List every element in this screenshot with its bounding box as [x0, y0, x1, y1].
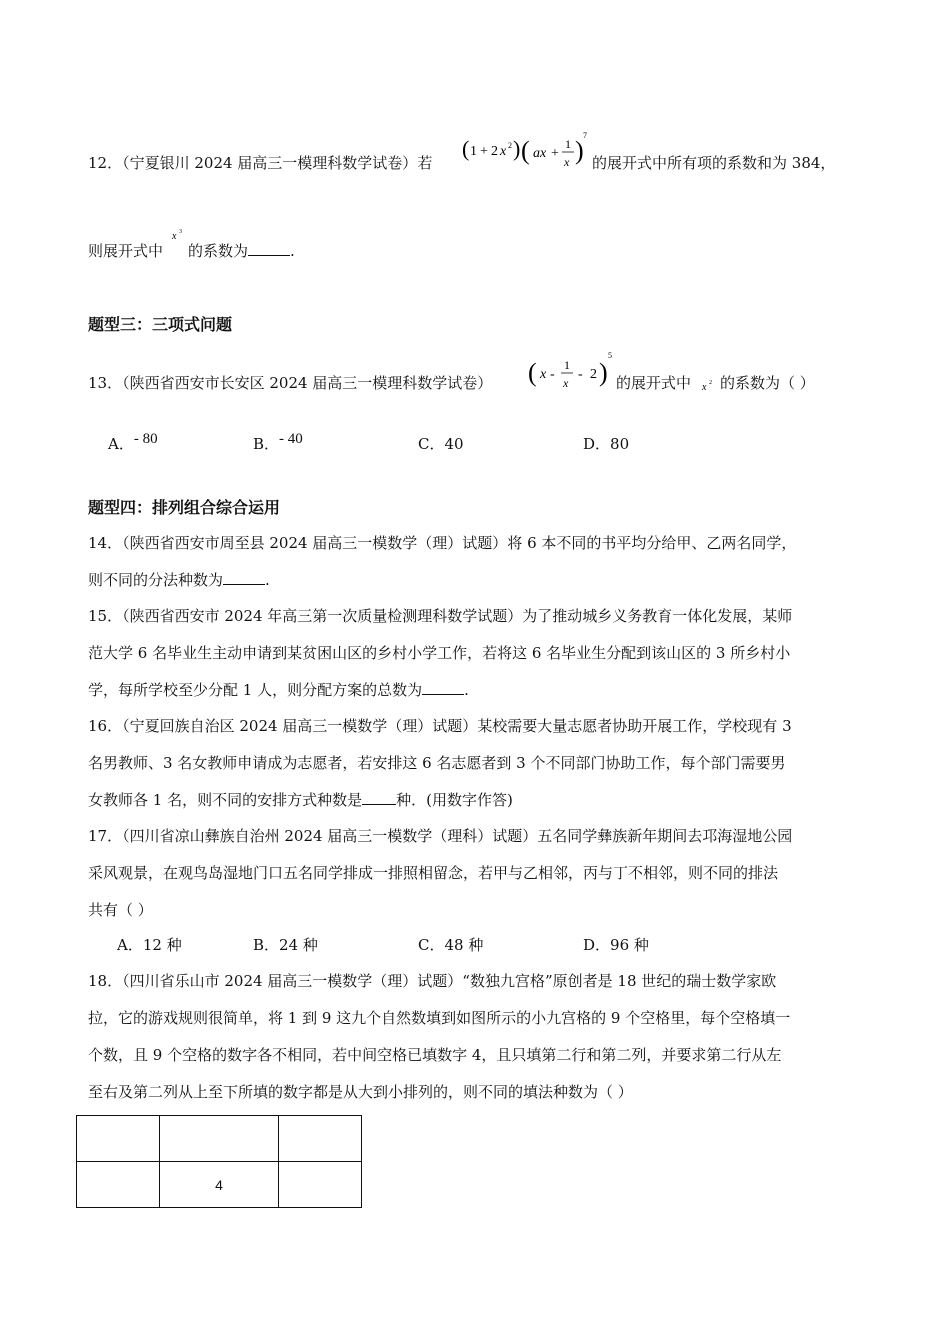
q12-line1 — [88, 152, 432, 174]
q18-line1: 18．（四川省乐山市 2024 届高三一模数学（理）试题）“数独九宫格”原创者是 18 世纪的瑞士数学家欧 — [88, 972, 777, 990]
section4-title: 题型四：排列组合综合运用 — [88, 498, 281, 517]
q12-formula — [462, 126, 590, 178]
q14-line2-pre: 则不同的分法种数为 — [88, 571, 224, 589]
svg-text:-: - — [550, 367, 555, 382]
q13-x-squared — [700, 376, 716, 396]
q14-line2-end: . — [265, 571, 270, 589]
grid-cell — [77, 1162, 160, 1208]
q12-line2-rest — [188, 240, 295, 261]
q17-option-b[interactable] — [253, 934, 318, 955]
q16-line2: 名男教师、3 名女教师申请成为志愿者，若安排这 6 名志愿者到 3 个不同部门协助工作，每个部门需要男 — [88, 754, 786, 772]
q17-line1: 17．（四川省凉山彝族自治州 2024 届高三一模数学（理科）试题）五名同学彝族新年期间去邛海湿地公园 — [88, 827, 793, 845]
svg-text:2: 2 — [491, 144, 498, 159]
q13-option-c-label: C． — [418, 435, 445, 453]
q13-option-a-value: - 80 — [133, 431, 158, 447]
svg-text:): ) — [513, 136, 521, 161]
sudoku-grid — [76, 1115, 362, 1208]
svg-text:1: 1 — [470, 144, 477, 159]
q17-option-a[interactable] — [117, 934, 182, 955]
q13-option-d-value: 80 — [610, 435, 630, 453]
q12-x-cubed — [170, 226, 186, 248]
q16-line3-post: 种．(用数字作答) — [396, 791, 513, 809]
q13-formula — [528, 348, 616, 398]
q13-line1 — [88, 372, 492, 394]
q13-number: 13． — [88, 374, 123, 392]
q17-line2: 采风观景，在观鸟岛湿地门口五名同学排成一排照相留念，若甲与乙相邻，丙与丁不相邻，则不同的排法 — [88, 864, 779, 882]
grid-row — [77, 1116, 362, 1162]
q17-option-b-value: 24 种 — [279, 936, 318, 954]
q13-option-a-label: A． — [108, 435, 134, 453]
q13-option-b[interactable] — [253, 433, 303, 454]
q15-line1: 15．（陕西省西安市 2024 年高三第一次质量检测理科数学试题）为了推动城乡义务教育一体化发展，某师 — [88, 607, 793, 625]
q13-option-d[interactable] — [583, 433, 629, 454]
q13-option-c[interactable] — [418, 433, 464, 454]
q16-line1: 16．（宁夏回族自治区 2024 届高三一模数学（理）试题）某校需要大量志愿者协助开展工作，学校现有 3 — [88, 717, 792, 735]
q12-pre: 若 — [417, 154, 433, 172]
q16-line3 — [88, 789, 513, 811]
q13-option-b-value: - 40 — [279, 431, 303, 447]
grid-cell — [279, 1162, 362, 1208]
svg-text:-: - — [578, 367, 583, 382]
q15-line3-end: . — [464, 681, 469, 699]
q16-line3-pre: 女教师各 1 名，则不同的安排方式种数是 — [88, 791, 363, 809]
svg-text:x: x — [563, 376, 569, 390]
grid-cell — [279, 1116, 362, 1162]
svg-text:1: 1 — [564, 358, 570, 372]
svg-text:2: 2 — [508, 141, 512, 150]
grid-row — [77, 1162, 362, 1208]
svg-text:x: x — [702, 382, 707, 393]
svg-text:x: x — [564, 155, 570, 169]
svg-text:(: ( — [462, 136, 470, 161]
svg-text:x: x — [500, 144, 507, 159]
q15-answer-blank[interactable] — [422, 680, 464, 695]
grid-cell-center: 4 — [160, 1162, 279, 1208]
q14-line1: 14．（陕西省西安市周至县 2024 届高三一模数学（理）试题）将 6 本不同的书平均分给甲、乙两名同学， — [88, 534, 797, 552]
q12-number: 12． — [88, 154, 123, 172]
q18-line4: 至右及第二列从上至下所填的数字都是从大到小排列的，则不同的填法种数为（ ） — [88, 1083, 633, 1101]
svg-text:+: + — [551, 146, 559, 161]
svg-text:): ) — [575, 136, 584, 165]
svg-text:1: 1 — [565, 137, 571, 151]
q17-option-a-label: A． — [117, 936, 143, 954]
q12-answer-blank[interactable] — [248, 241, 290, 256]
q13-post: 的展开式中 — [616, 374, 692, 392]
q17-option-b-label: B． — [253, 936, 280, 954]
q14-answer-blank[interactable] — [223, 570, 265, 585]
svg-text:7: 7 — [583, 131, 587, 140]
q13-option-c-value: 40 — [444, 435, 464, 453]
q13-option-b-label: B． — [253, 435, 280, 453]
q13-rest — [616, 372, 691, 393]
q13-option-d-label: D． — [583, 435, 611, 453]
q12-line2-end: . — [290, 242, 295, 260]
q17-option-c-label: C． — [418, 936, 445, 954]
q12-line2-pre: 则展开式中 — [88, 242, 164, 260]
q17-option-c[interactable] — [418, 934, 483, 955]
q13-post2: 的系数为（ ） — [720, 374, 815, 392]
svg-text:+: + — [480, 144, 488, 159]
q16-answer-blank[interactable] — [362, 790, 396, 805]
q18-line3: 个数，且 9 个空格的数字各不相同，若中间空格已填数字 4，且只填第二行和第二列，并要求第二行从左 — [88, 1046, 782, 1064]
q12-line2-post: 的系数为 — [188, 242, 249, 260]
svg-text:5: 5 — [608, 351, 612, 360]
q18-line2: 拉，它的游戏规则很简单，将 1 到 9 这九个自然数填到如图所示的小九宫格的 9 个空格里，每个空格填一 — [88, 1009, 791, 1027]
q12-post: 的展开式中所有项的系数和为 384， — [592, 154, 836, 172]
grid-cell — [160, 1116, 279, 1162]
svg-text:2: 2 — [709, 380, 712, 386]
q13-source: （陕西省西安市长安区 2024 届高三一模理科数学试卷） — [122, 374, 493, 392]
q15-line2: 范大学 6 名毕业生主动申请到某贫困山区的乡村小学工作，若将这 6 名毕业生分配到该山区的 3 所乡村小 — [88, 644, 791, 662]
svg-text:ax: ax — [533, 146, 547, 161]
q12-source: （宁夏银川 2024 届高三一模理科数学试卷） — [122, 154, 418, 172]
q14-line2 — [88, 569, 270, 591]
grid-cell — [77, 1116, 160, 1162]
q17-option-a-value: 12 种 — [142, 936, 182, 954]
svg-text:): ) — [599, 358, 608, 387]
q13-option-a[interactable] — [108, 433, 158, 454]
svg-text:(: ( — [521, 136, 530, 165]
q17-option-c-value: 48 种 — [444, 936, 484, 954]
q12-line2 — [88, 240, 163, 262]
svg-text:3: 3 — [179, 229, 182, 235]
section3-title: 题型三：三项式问题 — [88, 315, 233, 334]
q17-option-d[interactable] — [583, 934, 649, 955]
svg-text:x: x — [540, 367, 547, 382]
q17-option-d-label: D． — [583, 936, 611, 954]
svg-text:(: ( — [528, 358, 537, 387]
q15-line3-pre: 学，每所学校至少分配 1 人，则分配方案的总数为 — [88, 681, 423, 699]
svg-text:2: 2 — [590, 367, 597, 382]
q17-option-d-value: 96 种 — [610, 936, 649, 954]
q17-line3: 共有（ ） — [88, 901, 153, 919]
q15-line3 — [88, 679, 469, 701]
svg-text:x: x — [172, 231, 177, 242]
